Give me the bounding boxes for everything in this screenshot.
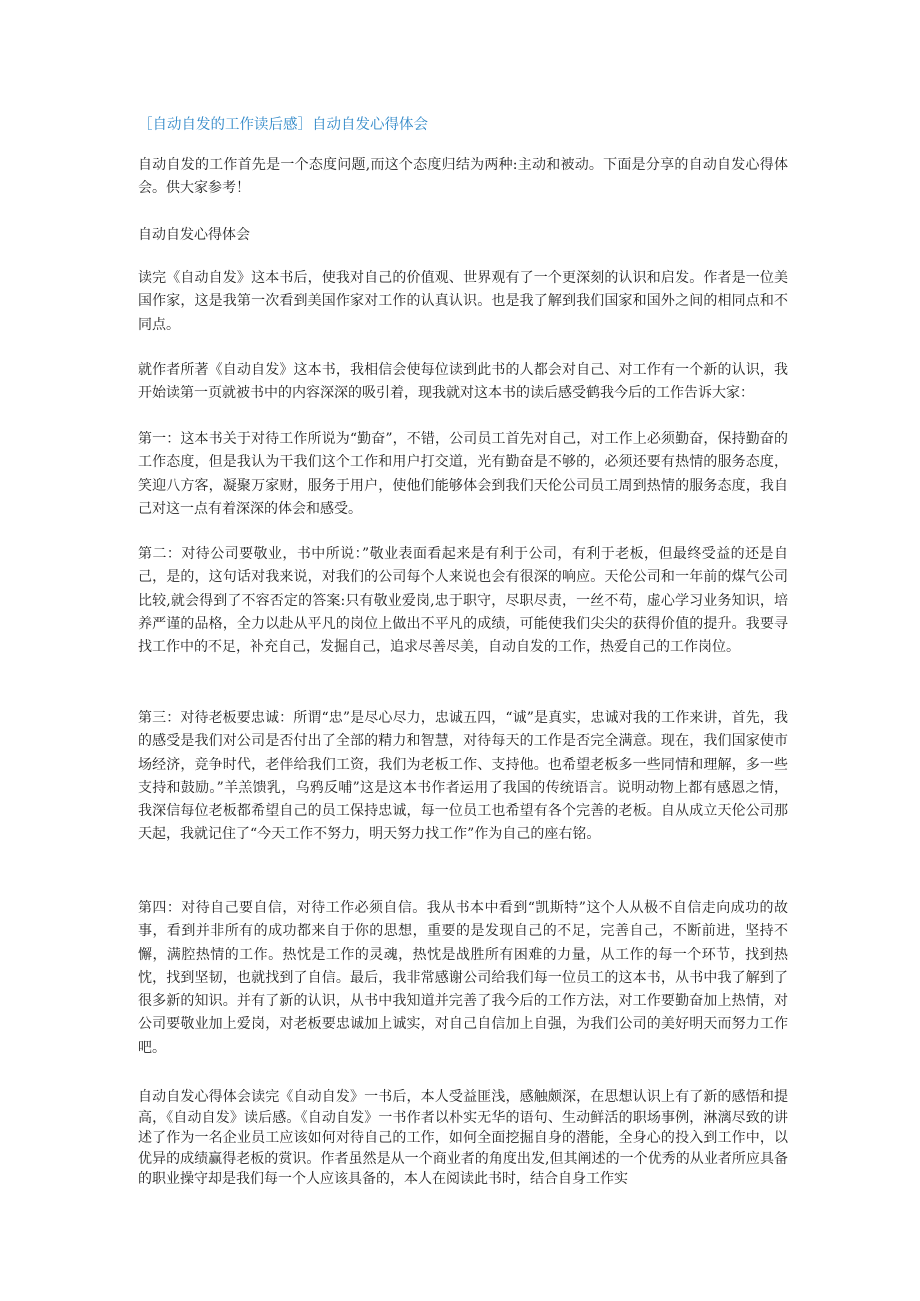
- point-two-paragraph: 第二：对待公司要敬业，书中所说：”敬业表面看起来是有利于公司，有利于老板，但最终受益的还是自己，是的，这句话对我来说，对我们的公司每个人来说也会有很深的响应。天伦公司和一年前的煤气公司比较,就会得到了不容否定的答案:只有敬业爱岗,忠于职守，尽职尽责，一丝不苟，虚心学习业务知识，培养严谨的品格，全力以赴从平凡的岗位上做出不平凡的成绩，可能使我们尖尖的获得价值的提升。我要寻找工作中的不足，补充自己，发掘自己，追求尽善尽美，自动自发的工作，热爱自己的工作岗位。: [138, 546, 788, 656]
- body-paragraph: 就作者所著《自动自发》这本书，我相信会使每位读到此书的人都会对自己、对工作有一个新的认识，我开始读第一页就被书中的内容深深的吸引着，现我就对这本书的读后感受鹤我今后的工作告诉大家：: [138, 362, 788, 402]
- point-four-paragraph: 第四：对待自己要自信，对待工作必须自信。我从书本中看到“凯斯特”这个人从极不自信走向成功的故事，看到并非所有的成功都来自于你的思想，重要的是发现自己的不足，完善自己，不断前进，坚持不懈，满腔热情的工作。热忱是工作的灵魂，热忱是战胜所有困难的力量，从工作的每一个环节，找到热忱，找到坚韧，也就找到了自信。最后，我非常感谢公司给我们每一位员工的这本书，从书中我了解到了很多新的知识。并有了新的认识，从书中我知道并完善了我今后的工作方法，对工作要勤奋加上热情，对公司要敬业加上爱岗，对老板要忠诚加上诚实，对自己自信加上自强，为我们公司的美好明天而努力工作吧。: [138, 900, 788, 1056]
- document-title: ［自动自发的工作读后感］自动自发心得体会: [138, 117, 428, 133]
- body-paragraph: 读完《自动自发》这本书后，使我对自己的价值观、世界观有了一个更深刻的认识和启发。作者是一位美国作家，这是我第一次看到美国作家对工作的认真认识。也是我了解到我们国家和国外之间的相同点和不同点。: [138, 270, 788, 333]
- point-three-paragraph: 第三：对待老板要忠诚：所谓“忠”是尽心尽力，忠诚五四，“诚”是真实，忠诚对我的工作来讲，首先，我的感受是我们对公司是否付出了全部的精力和智慧，对待每天的工作是否完全满意。现在，我们国家使市场经济，竞争时代，老伴给我们工资，我们为老板工作、支持他。也希望老板多一些同情和理解，多一些支持和鼓励。”羊羔馈乳，乌鸦反哺”这是这本书作者运用了我国的传统语言。说明动物上都有感恩之情，我深信每位老板都希望自己的员工保持忠诚，每一位员工也希望有各个完善的老板。自从成立天伦公司那天起，我就记住了“今天工作不努力，明天努力找工作”作为自己的座右铭。: [138, 710, 788, 843]
- closing-paragraph: 自动自发心得体会读完《自动自发》一书后，本人受益匪浅，感触颇深，在思想认识上有了新的感悟和提高，《自动自发》读后感。《自动自发》一书作者以朴实无华的语句、生动鲜活的职场事例，淋漓尽致的讲述了作为一名企业员工应该如何对待自己的工作，如何全面挖掘自身的潜能，全身心的投入到工作中，以优异的成绩赢得老板的赏识。作者虽然是从一个商业者的角度出发,但其阐述的一个优秀的从业者所应具备的职业操守却是我们每一个人应该具备的，本人在阅读此书时，结合自身工作实: [138, 1089, 788, 1187]
- point-one-paragraph: 第一：这本书关于对待工作所说为“勤奋”，不错，公司员工首先对自己，对工作上必须勤奋，保持勤奋的工作态度，但是我认为干我们这个工作和用户打交道，光有勤奋是不够的，必须还要有热情的服务态度，笑迎八方客，凝聚万家财，服务于用户，使他们能够体会到我们天伦公司员工周到热情的服务态度，我自己对这一点有着深深的体会和感受。: [138, 431, 788, 517]
- intro-paragraph: 自动自发的工作首先是一个态度问题,而这个态度归结为两种:主动和被动。下面是分享的自动自发心得体会。供大家参考！: [138, 157, 788, 197]
- section-heading: 自动自发心得体会: [138, 227, 250, 243]
